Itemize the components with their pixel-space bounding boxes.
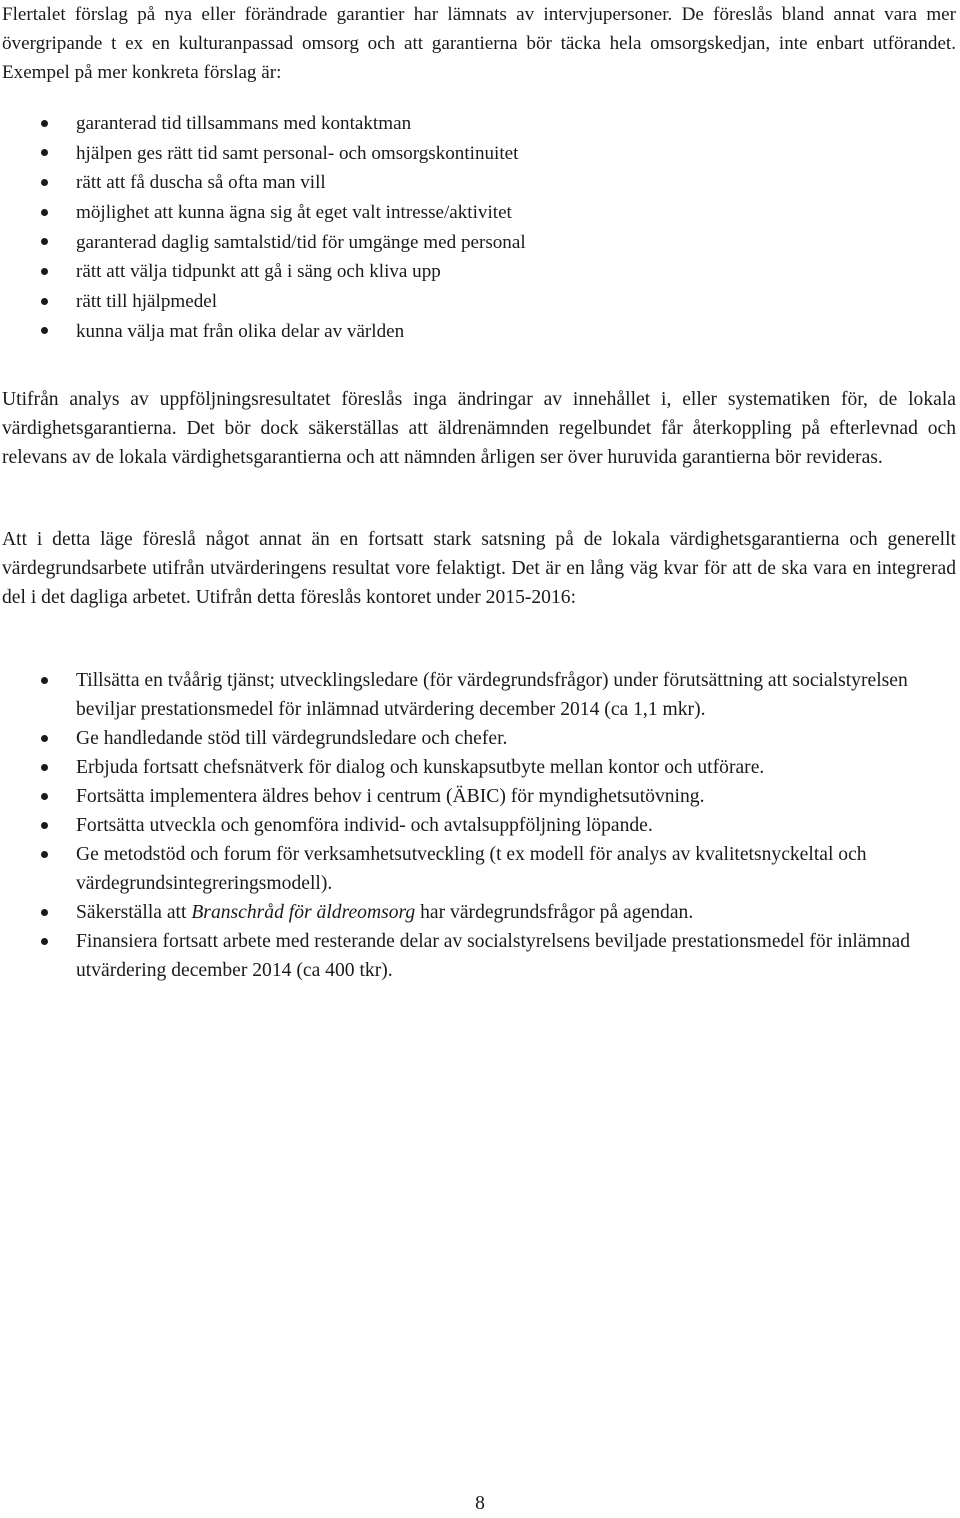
list-item: Fortsätta implementera äldres behov i centrum (ÄBIC) för myndighetsutövning. — [0, 782, 954, 811]
list-item: rätt att välja tidpunkt att gå i säng och kliva upp — [0, 257, 954, 287]
examples-list — [0, 109, 954, 347]
list-item: rätt att få duscha så ofta man vill — [0, 168, 954, 198]
list-item: rätt till hjälpmedel — [0, 287, 954, 317]
page-number: 8 — [475, 1493, 485, 1514]
bullet-icon — [37, 927, 51, 956]
bullet-icon — [37, 257, 51, 286]
analysis-paragraph: Utifrån analys av uppföljningsresultatet föreslås inga ändringar av innehållet i, eller systematiken för, de lokala värdighetsgarantierna. Det bör dock säkerställas att äldrenämnden regelbundet får återkoppling på efterlevnad och relevans av de lokala värdighetsgarantierna och att nämnden årligen ser över huruvida garantierna bör revideras. — [2, 389, 956, 468]
list-item: hjälpen ges rätt tid samt personal- och omsorgskontinuitet — [0, 139, 954, 169]
bullet-icon — [37, 666, 51, 695]
bullet-icon — [37, 898, 51, 927]
bullet-icon — [37, 811, 51, 840]
bullet-icon — [37, 840, 51, 869]
list-item: kunna välja mat från olika delar av världen — [0, 317, 954, 347]
bullet-icon — [37, 228, 51, 257]
list-item: Finansiera fortsatt arbete med resterande delar av socialstyrelsens beviljade prestationsmedel för inlämnad utvärdering december 2014 (ca 400 tkr). — [0, 927, 954, 985]
intro-paragraph: Flertalet förslag på nya eller förändrade garantier har lämnats av intervjupersoner. De föreslås bland annat vara mer övergripande t ex en kulturanpassad omsorg och att garantierna bör täcka hela omsorgskedjan, inte enbart utförandet. Exempel på mer konkreta förslag är: — [2, 4, 956, 83]
bullet-icon — [37, 724, 51, 753]
bullet-icon — [37, 753, 51, 782]
bullet-icon — [37, 168, 51, 197]
list-item: Ge metodstöd och forum för verksamhetsutveckling (t ex modell för analys av kvalitetsnyckeltal och värdegrundsintegreringsmodell). — [0, 840, 954, 898]
bullet-icon — [37, 317, 51, 346]
bullet-icon — [37, 139, 51, 168]
list-item: garanterad daglig samtalstid/tid för umgänge med personal — [0, 228, 954, 258]
actions-list — [0, 666, 954, 985]
bullet-icon — [37, 782, 51, 811]
proposal-paragraph: Att i detta läge föreslå något annat än en fortsatt stark satsning på de lokala värdighetsgarantierna och generellt värdegrundsarbete utifrån utvärderingens resultat vore felaktigt. Det är en lång väg kvar för att de ska vara en integrerad del i det dagliga arbetet. Utifrån detta föreslås kontoret under 2015-2016: — [2, 529, 956, 608]
bullet-icon — [37, 287, 51, 316]
council-name: Branschråd för äldreomsorg — [191, 902, 416, 923]
list-item: Tillsätta en tvåårig tjänst; utvecklingsledare (för värdegrundsfrågor) under förutsättning att socialstyrelsen beviljar prestationsmedel för inlämnad utvärdering december 2014 (ca 1,1 mkr). — [0, 666, 954, 724]
list-item — [0, 898, 954, 927]
list-item: Ge handledande stöd till värdegrundsledare och chefer. — [0, 724, 954, 753]
bullet-icon — [37, 109, 51, 138]
list-item: garanterad tid tillsammans med kontaktman — [0, 109, 954, 139]
list-item: Fortsätta utveckla och genomföra individ- och avtalsuppföljning löpande. — [0, 811, 954, 840]
bullet-icon — [37, 198, 51, 227]
list-item-text: Säkerställa att Branschråd för äldreomsorg har värdegrundsfrågor på agendan. — [76, 902, 694, 923]
list-item: möjlighet att kunna ägna sig åt eget valt intresse/aktivitet — [0, 198, 954, 228]
list-item: Erbjuda fortsatt chefsnätverk för dialog och kunskapsutbyte mellan kontor och utförare. — [0, 753, 954, 782]
